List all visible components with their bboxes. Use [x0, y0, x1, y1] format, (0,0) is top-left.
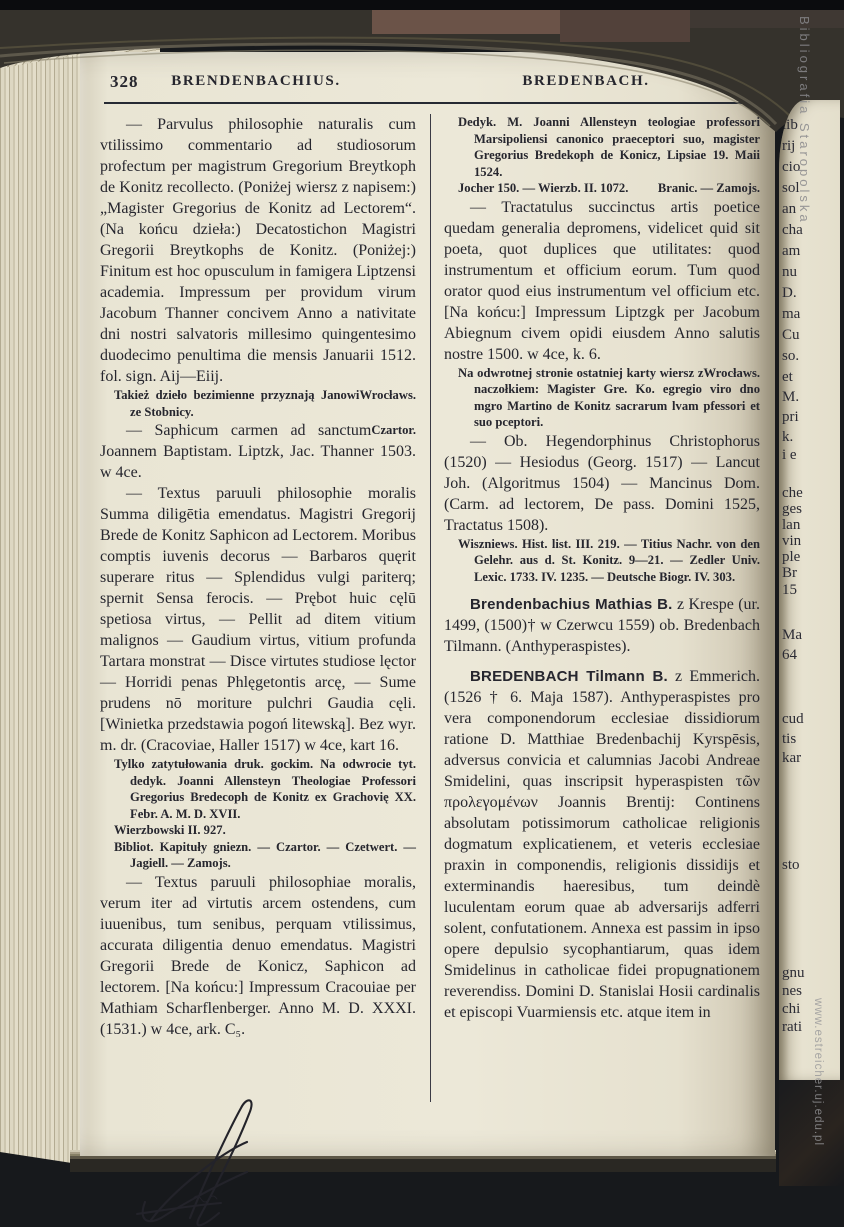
bibliographic-note	[100, 756, 416, 822]
clipped-text-fragment: vin	[782, 533, 802, 549]
right-column	[444, 114, 760, 1040]
watermark-library-name: Bibliografia Staropolska	[797, 16, 812, 225]
book-top-edge	[0, 0, 844, 150]
clipped-text-fragment: et	[782, 369, 793, 385]
clipped-text-fragment: gnu	[782, 965, 805, 981]
source-attribution: Branic. — Zamojs.	[657, 181, 760, 195]
entry-paragraph	[100, 420, 416, 483]
entry-heading: BREDENBACH Tilmann B.	[470, 668, 668, 685]
book-page	[80, 52, 775, 1156]
entry-text: Wiszniews. Hist. list. III. 219. — Titius Nachr. von den Gelehr. aus d. St. Konitz. 9—21. — Zedler Univ. Lexic. 1733. IV. 1235. — Deutsche Biogr. IV. 303.	[458, 536, 760, 584]
entry-paragraph	[444, 594, 760, 657]
clipped-text-fragment: D.	[782, 285, 797, 301]
bibliographic-note	[100, 822, 416, 839]
clipped-text-fragment: rati	[782, 1019, 802, 1035]
clipped-text-fragment: rij	[782, 138, 796, 154]
entry-text: Na odwrotnej stronie ostatniej karty wiersz z naczołkiem: Magister Gre. Ko. egregio viro dno mgro Martino de Konitz sacrarum lvam pfessori et suo pceptori.	[458, 365, 760, 429]
running-title-right: BREDENBACH.	[522, 73, 650, 89]
book-page-stack-left-edge	[0, 46, 88, 1170]
entry-paragraph	[444, 666, 760, 1023]
entry-text: z Emmerich. (1526 † 6. Maja 1587). Anthyperaspistes pro vera componendorum ecclesiae dissidiorum ratione D. Matthiae Bredenbachij Kyrspēsis, adversus convicia et calumnias Jacobi Andreae Smidelini, quas inscripsit hyperaspisten τῶν προλεγομένων Joannis Brentij: Continens absolutam potissimorum catholicae religionis dogmatum explicatienem, et veteris ecclesiae praxin in componendis, religionis dissidijs et exterminandis haeresibus, tum deindè luculentam eorum quae ab adversarijs adferri solent, confutationem. Annexa est passim in ipso opere depulsio sycophantiarum, quas idem Smidelinus in catholicae fidei propugnationem reverendiss. Domini D. Stanislai Hosii cardinalis et episcopi Vuarmiensis etc. atque item in	[444, 668, 760, 1021]
source-attribution: Wrocławs.	[359, 388, 416, 402]
clipped-text-fragment: sto	[782, 857, 800, 873]
entry-text: — Ob. Hegendorphinus Christophorus (1520) — Hesiodus (Georg. 1517) — Lancut Joh. (Algoritmus 1504) — Mancinus Dom. (Carm. ad lectorem, De pass. Domini 1525, Tractatus 1508).	[444, 432, 760, 534]
page-number: 328	[110, 72, 139, 91]
entry-text: z Krespe (ur. 1499, (1500)† w Czerwcu 1559) ob. Bredenbach Tilmann. (Anthyperaspistes).	[444, 596, 760, 655]
bibliographic-note	[444, 180, 760, 197]
entry-text: Bibliot. Kapituły gniezn. — Czartor. — Czetwert. — Jagiell. — Zamojs.	[114, 839, 416, 870]
clipped-text-fragment: kar	[782, 750, 802, 766]
clipped-text-fragment: lan	[782, 517, 801, 533]
neighbor-page-sliver	[779, 100, 840, 1080]
entry-text: Dedyk. M. Joanni Allensteyn teologiae professori Marsipoliensi canonico praeceptori suo, magister Gregorius Bredekoph de Konicz, Lipsiae 19. Maii 1524.	[458, 115, 760, 179]
bibliographic-note	[100, 839, 416, 872]
entry-text: Wierzbowski II. 927.	[114, 823, 226, 837]
clipped-text-fragment: cha	[782, 222, 803, 238]
handwritten-signature	[135, 1092, 285, 1227]
clipped-text-fragment: nes	[782, 983, 802, 999]
entry-text: — Textus paruuli philosophie moralis Summa diligētia emendatus. Magistri Gregorij Brede de Konitz Saphicon ad Lectorem. Moribus comptis iuvenis decorus — Barbaros quęrit superare ritus — Splendidus vulgi pariterq; spernit Sensa ferocis. — Prębot huic cęlū spetiosa virtus, — Pellit ad ditem vitium malignos — Gaudium virtus, vitium profunda Tartara monstrat — Disce virtutes studiose lęctor — Horridi penas Phlęgetontis arcę, — Sume prudens nō moriture pulchri Gaudia cęli. [Winietka przedstawia pogoń litewską]. Bez wyr. m. dr. (Cracoviae, Haller 1517) w 4ce, kart 16.	[100, 485, 416, 754]
clipped-text-fragment: Br	[782, 565, 797, 581]
clipped-text-fragment: k.	[782, 429, 794, 445]
clipped-text-fragment: ple	[782, 549, 801, 565]
source-attribution: Czartor.	[371, 423, 416, 437]
clipped-text-fragment: lib	[782, 117, 798, 133]
clipped-text-fragment: am	[782, 243, 801, 259]
clipped-text-fragment: che	[782, 485, 803, 501]
entry-text: — Textus paruuli philosophiae moralis, verum iter ad virtutis arcem ostendens, cum iuuenibus, tum senibus, perquam vtilissimus, accurata diligentia denuo emendatus. Magistri Gregorii Brede de Konicz, Saphicon ad lectorem. [Na końcu:] Impressum Cracouiae per Mathiam Scharflenberger. Anno M. D. XXXI. (1531.) w 4ce, ark. C₅.	[100, 873, 416, 1038]
text-columns	[100, 114, 760, 1040]
entry-paragraph	[444, 197, 760, 365]
entry-text: Jocher 150. — Wierzb. II. 1072.	[458, 181, 629, 195]
clipped-text-fragment: 64	[782, 647, 797, 663]
clipped-text-fragment: an	[782, 201, 797, 217]
left-column	[100, 114, 416, 1040]
running-title-left: BRENDENBACHIUS.	[171, 73, 341, 89]
clipped-text-fragment: pri	[782, 409, 799, 425]
watermark-website-url: www.estreicher.uj.edu.pl	[812, 998, 824, 1147]
entry-paragraph	[444, 431, 760, 536]
clipped-text-fragment: 15	[782, 582, 797, 598]
clipped-text-fragment: tis	[782, 731, 797, 747]
clipped-text-fragment: cud	[782, 711, 804, 727]
entry-text: — Tractatulus succinctus artis poetice quedam generalia depromens, videlicet quid sit poeta, quot duplices que utilitates: quod instrumentum et officium eorum. Tum quod orator quod eius instrumentum vel officium etc. [Na końcu:] Impressum Liptzgk per Jacobum Abiegnum civem opidi eiusdem Anno salutis nostre 1500. w 4ce, k. 6.	[444, 198, 760, 363]
entry-text: — Saphicum carmen ad sanctum Joannem Baptistam. Liptzk, Jac. Thanner 1503. w 4ce.	[100, 422, 416, 481]
source-attribution: Wrocławs.	[703, 365, 760, 380]
entry-heading: Brendenbachius Mathias B.	[470, 596, 673, 613]
bibliographic-note	[444, 536, 760, 586]
entry-paragraph	[100, 483, 416, 756]
clipped-text-fragment: ges	[782, 501, 802, 517]
clipped-text-fragment: Ma	[782, 627, 802, 643]
entry-text: — Parvulus philosophie naturalis cum vtilissimo commentario ad studiosorum profectum per magistrum Gregorium Breytkoph de Konitz recollecto. (Poniżej wiersz z napisem:) „Magister Gregorius de Konitz ad Lectorem“. (Na końcu dzieła:) Decatostichon Magistri Gregorii Breytkophs de Konitz. (Poniżej:) Finitum est hoc opusculum in famigera Liptzensi academia. Impressum per providum virum Jacobum Thanner concivem Anno a nativitate dni nostri salvatoris millesimo quingentesimo duodecimo penultima die mensis Januarii 1512. fol. sign. Aij—Eiij.	[100, 116, 416, 385]
entry-text: Tylko zatytułowania druk. gockim. Na odwrocie tyt. dedyk. Joanni Allensteyn Theologiae Professori Gregorius Bredecoph de Konitz ex Grachovię XX. Febr. A. M. D. XVII.	[114, 757, 416, 821]
entry-text: Takież dzieło bezimienne przyznają Janowi ze Stobnicy.	[114, 388, 360, 419]
entry-paragraph	[100, 114, 416, 387]
clipped-text-fragment: ma	[782, 306, 801, 322]
bibliographic-note	[100, 387, 416, 420]
clipped-text-fragment: M.	[782, 389, 800, 405]
clipped-text-fragment: so.	[782, 348, 800, 364]
clipped-text-fragment: sol	[782, 180, 800, 196]
clipped-text-fragment: cio	[782, 159, 801, 175]
bibliographic-note	[444, 365, 760, 431]
entry-paragraph	[100, 872, 416, 1040]
clipped-text-fragment: nu	[782, 264, 797, 280]
clipped-text-fragment: Cu	[782, 327, 800, 343]
clipped-text-fragment: chi	[782, 1001, 801, 1017]
clipped-text-fragment: i e	[782, 447, 797, 463]
